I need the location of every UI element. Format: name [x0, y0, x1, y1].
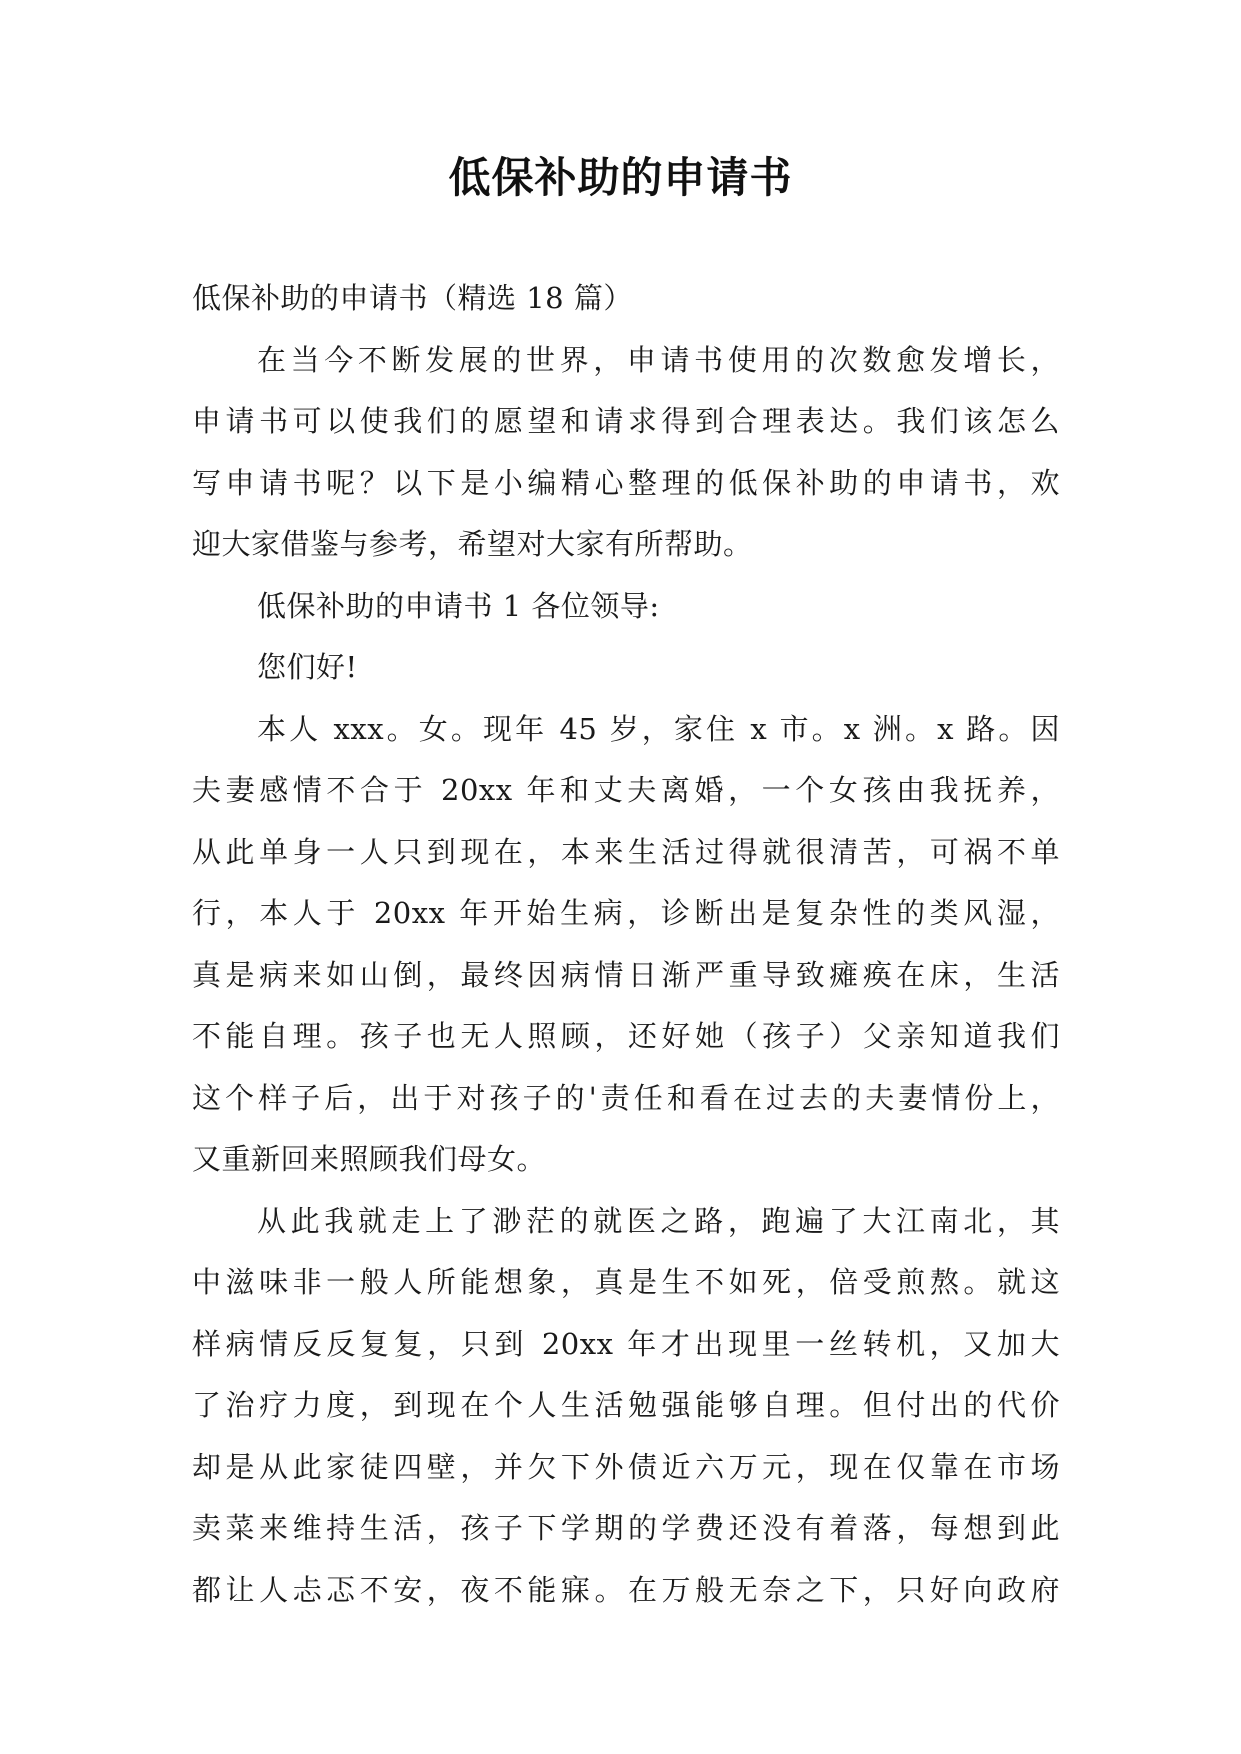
body-text-line: 都让人忐忑不安，夜不能寐。在万般无奈之下，只好向政府: [192, 1572, 1060, 1607]
body-text-line: 却是从此家徒四壁，并欠下外债近六万元，现在仅靠在市场: [192, 1449, 1060, 1484]
document-body: [192, 268, 1060, 1621]
body-text-line: 不能自理。孩子也无人照顾，还好她（孩子）父亲知道我们: [192, 1019, 1060, 1053]
body-text-line: 低保补助的申请书（精选 18 篇）: [192, 281, 633, 315]
body-text-line: 这个样子后，出于对孩子的'责任和看在过去的夫妻情份上，: [192, 1080, 1060, 1115]
body-text-line: 写申请书呢？以下是小编精心整理的低保补助的申请书，欢: [192, 465, 1060, 500]
body-text-line: 低保补助的申请书 1 各位领导:: [257, 588, 660, 623]
document-title: 低保补助的申请书: [448, 153, 793, 202]
body-text-line: 迎大家借鉴与参考，希望对大家有所帮助。: [192, 527, 753, 561]
body-text-line: 样病情反反复复，只到 20xx 年才出现里一丝转机，又加大: [192, 1326, 1060, 1361]
body-text-line: 又重新回来照顾我们母女。: [192, 1142, 547, 1176]
body-text-line: 在当今不断发展的世界，申请书使用的次数愈发增长，: [257, 342, 1060, 377]
body-text-line: 夫妻感情不合于 20xx 年和丈夫离婚，一个女孩由我抚养，: [192, 773, 1060, 807]
body-text-line: 本人 xxx。女。现年 45 岁，家住 x 市。x 洲。x 路。因: [257, 711, 1060, 746]
body-text-line: 从此单身一人只到现在，本来生活过得就很清苦，可祸不单: [192, 834, 1060, 869]
body-text-line: 真是病来如山倒，最终因病情日渐严重导致瘫痪在床，生活: [192, 957, 1060, 992]
body-text-line: 了治疗力度，到现在个人生活勉强能够自理。但付出的代价: [192, 1388, 1060, 1422]
body-text-line: 您们好!: [257, 650, 358, 684]
body-text-line: 中滋味非一般人所能想象，真是生不如死，倍受煎熬。就这: [192, 1265, 1060, 1299]
body-text-line: 从此我就走上了渺茫的就医之路，跑遍了大江南北，其: [257, 1203, 1060, 1238]
body-text-line: 申请书可以使我们的愿望和请求得到合理表达。我们该怎么: [192, 404, 1060, 438]
body-text-line: 卖菜来维持生活，孩子下学期的学费还没有着落，每想到此: [192, 1511, 1060, 1545]
body-text-line: 行，本人于 20xx 年开始生病，诊断出是复杂性的类风湿，: [192, 896, 1060, 930]
